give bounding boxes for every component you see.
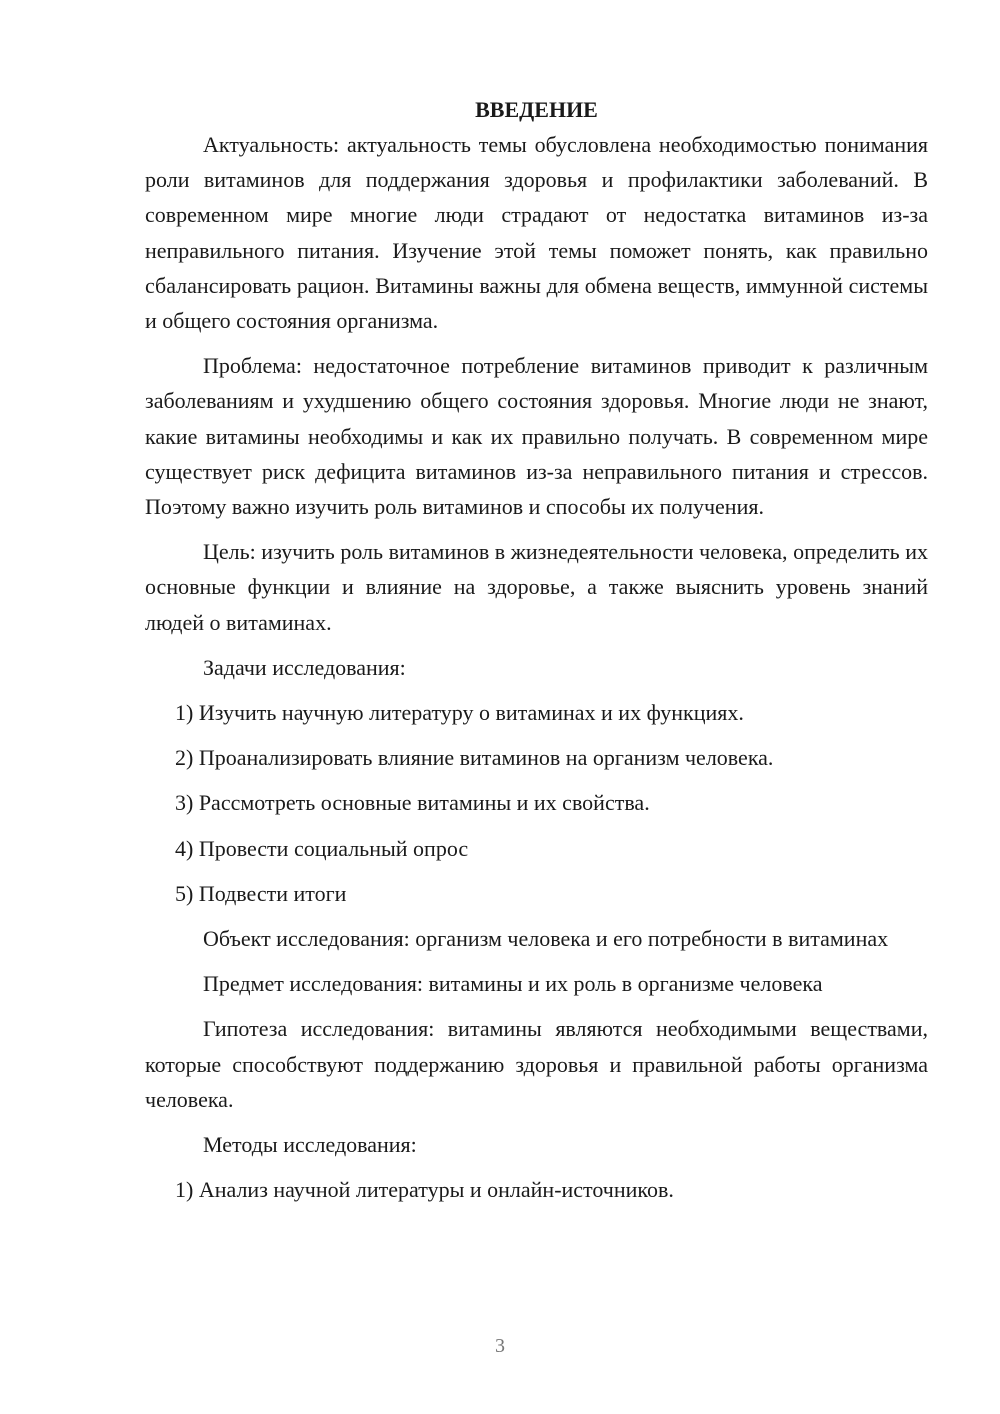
task-item: 4) Провести социальный опрос: [175, 835, 469, 861]
task-item: 2) Проанализировать влияние витаминов на организм человека.: [175, 745, 774, 771]
task-item: 1) Изучить научную литературу о витаминах и их функциях.: [175, 700, 744, 726]
task-item: 5) Подвести итоги: [175, 880, 347, 906]
object-paragraph: Объект исследования: организм человека и его потребности в витаминах: [203, 926, 889, 952]
relevance-paragraph: Актуальность: актуальность темы обусловлена необходимостью понимания роли витаминов для поддержания здоровья и профилактики заболеваний. В современном мире многие люди страдают от недостатка витаминов из-за неправильного питания. Изучение этой темы поможет понять, как правильно сбалансировать рацион. Витамины важны для обмена веществ, иммунной системы и общего состояния организма.: [145, 132, 928, 334]
methods-heading: Методы исследования:: [203, 1132, 417, 1158]
page-number: 3: [495, 1335, 505, 1357]
task-item: 3) Рассмотреть основные витамины и их свойства.: [175, 790, 650, 816]
document-page: [145, 95, 928, 1217]
problem-paragraph: Проблема: недостаточное потребление витаминов приводит к различным заболеваниям и ухудшению общего состояния здоровья. Многие люди не знают, какие витамины необходимы и как их правильно получать. В современном мире существует риск дефицита витаминов из-за неправильного питания и стрессов. Поэтому важно изучить роль витаминов и способы их получения.: [145, 353, 928, 520]
method-item: 1) Анализ научной литературы и онлайн-источников.: [175, 1177, 674, 1203]
hypothesis-paragraph: Гипотеза исследования: витамины являются необходимыми веществами, которые способствуют поддержанию здоровья и правильной работы организма человека.: [145, 1016, 928, 1112]
goal-paragraph: Цель: изучить роль витаминов в жизнедеятельности человека, определить их основные функции и влияние на здоровье, а также выяснить уровень знаний людей о витаминах.: [145, 539, 928, 635]
page-title: ВВЕДЕНИЕ: [475, 97, 598, 122]
subject-paragraph: Предмет исследования: витамины и их роль в организме человека: [203, 971, 823, 997]
tasks-heading: Задачи исследования:: [203, 654, 406, 680]
